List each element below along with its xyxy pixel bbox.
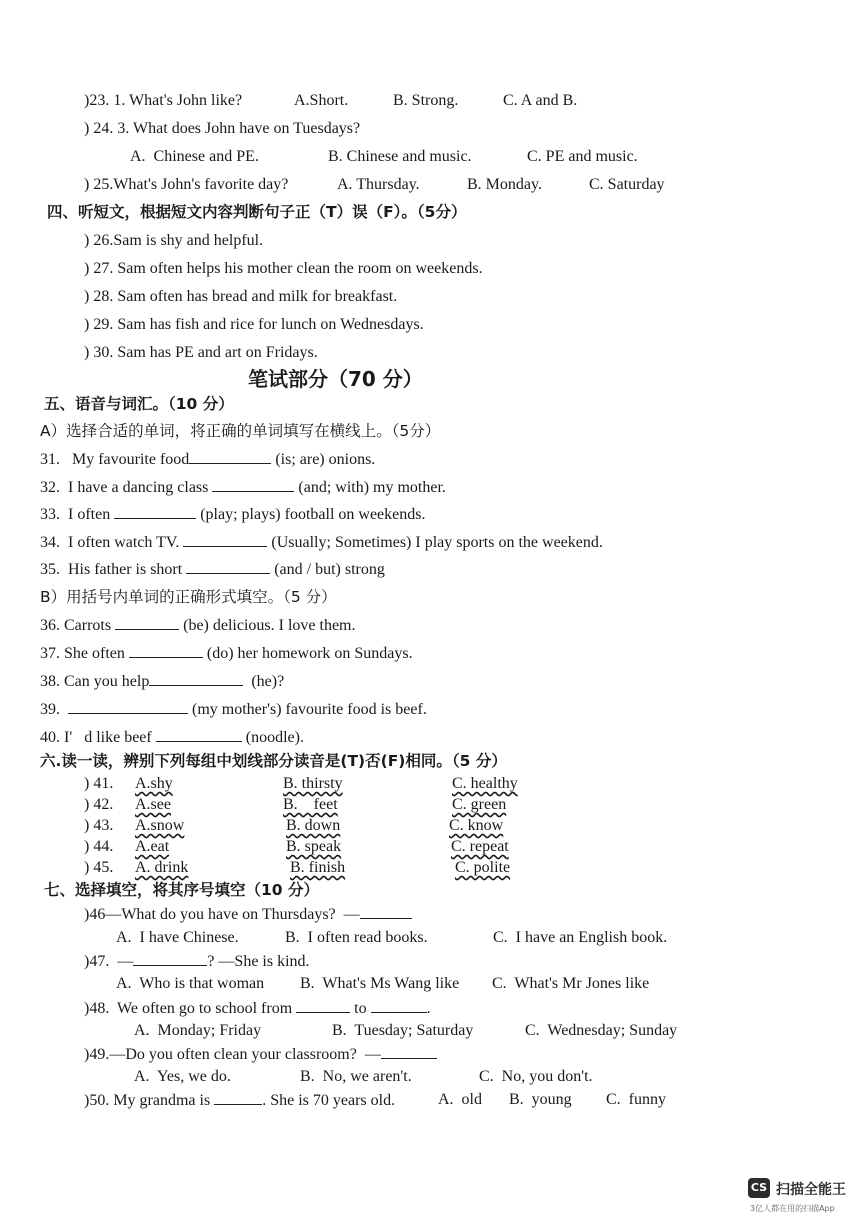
q46-option-c: C. I have an English book. bbox=[493, 929, 668, 946]
q26: ) 26.Sam is shy and helpful. bbox=[84, 232, 264, 249]
q43-option-b: B. down bbox=[286, 817, 341, 834]
q36: 36. Carrots (be) delicious. I love them. bbox=[40, 617, 356, 634]
q44-option-a: A.eat bbox=[135, 838, 170, 855]
q43-option-c: C. know bbox=[449, 817, 504, 834]
q42-option-b: B. feet bbox=[283, 796, 338, 813]
q47-stem: )47. — ? —She is kind. bbox=[84, 953, 310, 970]
section5-heading: 五、语音与词汇。（10 分） bbox=[44, 395, 234, 413]
q25-option-c: C. Saturday bbox=[589, 176, 665, 193]
q41-option-c: C. healthy bbox=[452, 775, 518, 792]
q44-number: ) 44. bbox=[84, 838, 114, 855]
q23-option-c: C. A and B. bbox=[503, 92, 578, 109]
q27: ) 27. Sam often helps his mother clean the room on weekends. bbox=[84, 260, 483, 277]
q42-number: ) 42. bbox=[84, 796, 114, 813]
answer-blank[interactable] bbox=[114, 504, 196, 519]
q24-option-b: B. Chinese and music. bbox=[328, 148, 472, 165]
answer-blank[interactable] bbox=[360, 904, 412, 919]
q30: ) 30. Sam has PE and art on Fridays. bbox=[84, 344, 318, 361]
answer-blank[interactable] bbox=[156, 727, 242, 742]
q40: 40. I' d like beef (noodle). bbox=[40, 729, 304, 746]
section4-heading: 四、听短文，根据短文内容判断句子正（T）误（F）。（5分） bbox=[47, 203, 467, 221]
q46-option-a: A. I have Chinese. bbox=[116, 929, 239, 946]
q24-option-c: C. PE and music. bbox=[527, 148, 638, 165]
answer-blank[interactable] bbox=[115, 615, 179, 630]
section6-heading: 六.读一读，辨别下列每组中划线部分读音是(T)否(F)相同。（5 分） bbox=[40, 752, 507, 770]
q39: 39. (my mother's) favourite food is beef. bbox=[40, 701, 427, 718]
q43-option-a: A.snow bbox=[135, 817, 185, 834]
answer-blank[interactable] bbox=[214, 1090, 262, 1105]
q43-number: ) 43. bbox=[84, 817, 114, 834]
q49-option-c: C. No, you don't. bbox=[479, 1068, 593, 1085]
answer-blank[interactable] bbox=[189, 449, 271, 464]
q49-option-a: A. Yes, we do. bbox=[134, 1068, 231, 1085]
q29: ) 29. Sam has fish and rice for lunch on Wednesdays. bbox=[84, 316, 424, 333]
q45-option-a: A. drink bbox=[135, 859, 189, 876]
q44-option-b: B. speak bbox=[286, 838, 342, 855]
q23-option-a: A.Short. bbox=[294, 92, 349, 109]
q42-option-c: C. green bbox=[452, 796, 507, 813]
answer-blank[interactable] bbox=[68, 699, 188, 714]
scanner-watermark-tagline: 3亿人都在用的扫描App bbox=[750, 1204, 835, 1213]
q42-option-a: A.see bbox=[135, 796, 171, 813]
scanner-watermark-name: 扫描全能王 bbox=[776, 1182, 846, 1198]
answer-blank[interactable] bbox=[212, 477, 294, 492]
answer-blank[interactable] bbox=[381, 1044, 437, 1059]
answer-blank[interactable] bbox=[183, 532, 267, 547]
q45-number: ) 45. bbox=[84, 859, 114, 876]
q24-option-a: A. Chinese and PE. bbox=[130, 148, 259, 165]
answer-blank[interactable] bbox=[133, 951, 207, 966]
q47-option-a: A. Who is that woman bbox=[116, 975, 265, 992]
answer-blank[interactable] bbox=[149, 671, 243, 686]
scanner-logo-icon: CS bbox=[748, 1178, 770, 1198]
q35: 35. His father is short (and / but) strong bbox=[40, 561, 385, 578]
q23-stem: )23. 1. What's John like? bbox=[84, 92, 243, 109]
q41-option-b: B. thirsty bbox=[283, 775, 343, 792]
q50-option-a: A. old bbox=[438, 1091, 482, 1108]
q48-option-a: A. Monday; Friday bbox=[134, 1022, 262, 1039]
q28: ) 28. Sam often has bread and milk for breakfast. bbox=[84, 288, 398, 305]
q34: 34. I often watch TV. (Usually; Sometimes) I play sports on the weekend. bbox=[40, 534, 603, 551]
q50-option-c: C. funny bbox=[606, 1091, 666, 1108]
q44-option-c: C. repeat bbox=[451, 838, 509, 855]
answer-blank[interactable] bbox=[371, 998, 427, 1013]
q23-option-b: B. Strong. bbox=[393, 92, 459, 109]
q49-option-b: B. No, we aren't. bbox=[300, 1068, 412, 1085]
section5a-heading: A）选择合适的单词，将正确的单词填写在横线上。（5分） bbox=[40, 422, 441, 440]
q25-stem: ) 25.What's John's favorite day? bbox=[84, 176, 289, 193]
q41-number: ) 41. bbox=[84, 775, 114, 792]
q41-option-a: A.shy bbox=[135, 775, 173, 792]
q37: 37. She often (do) her homework on Sundays. bbox=[40, 645, 413, 662]
section7-heading: 七、选择填空，将其序号填空（10 分） bbox=[44, 881, 319, 899]
q45-option-b: B. finish bbox=[290, 859, 346, 876]
q25-option-b: B. Monday. bbox=[467, 176, 542, 193]
q50-stem: )50. My grandma is . She is 70 years old. bbox=[84, 1092, 396, 1109]
q48-stem: )48. We often go to school from to . bbox=[84, 1000, 431, 1017]
answer-blank[interactable] bbox=[186, 559, 270, 574]
q45-option-c: C. polite bbox=[455, 859, 511, 876]
q25-option-a: A. Thursday. bbox=[337, 176, 420, 193]
written-part-title: 笔试部分（70 分） bbox=[248, 367, 423, 391]
answer-blank[interactable] bbox=[129, 643, 203, 658]
q31: 31. My favourite food (is; are) onions. bbox=[40, 451, 376, 468]
q48-option-b: B. Tuesday; Saturday bbox=[332, 1022, 474, 1039]
q48-option-c: C. Wednesday; Sunday bbox=[525, 1022, 678, 1039]
q32: 32. I have a dancing class (and; with) my mother. bbox=[40, 479, 446, 496]
q47-option-c: C. What's Mr Jones like bbox=[492, 975, 650, 992]
q50-option-b: B. young bbox=[509, 1091, 572, 1108]
q33: 33. I often (play; plays) football on weekends. bbox=[40, 506, 426, 523]
answer-blank[interactable] bbox=[296, 998, 350, 1013]
q46-option-b: B. I often read books. bbox=[285, 929, 428, 946]
section5b-heading: B）用括号内单词的正确形式填空。（5 分） bbox=[40, 588, 337, 606]
q38: 38. Can you help (he)? bbox=[40, 673, 285, 690]
q46-stem: )46—What do you have on Thursdays? — bbox=[84, 904, 412, 925]
q24-stem: ) 24. 3. What does John have on Tuesdays? bbox=[84, 120, 361, 137]
q47-option-b: B. What's Ms Wang like bbox=[300, 975, 460, 992]
q49-stem: )49.—Do you often clean your classroom? — bbox=[84, 1044, 437, 1065]
